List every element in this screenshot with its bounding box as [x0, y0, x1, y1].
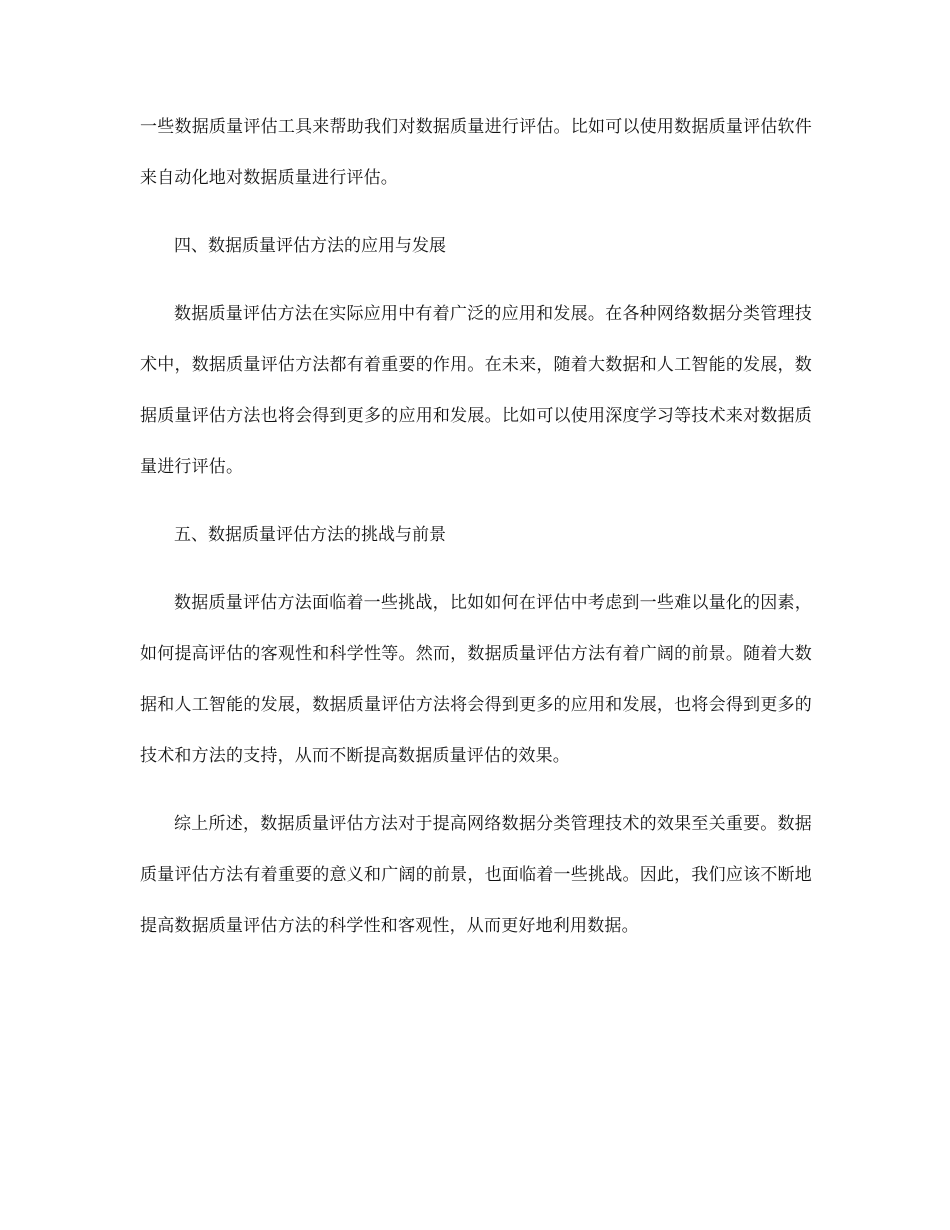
paragraph-gap [140, 561, 812, 578]
paragraph-gap [140, 272, 812, 289]
document-body [140, 102, 812, 952]
paragraph-gap [140, 782, 812, 799]
paragraph-application-development: 数据质量评估方法在实际应用中有着广泛的应用和发展。在各种网络数据分类管理技术中，数据质量评估方法都有着重要的作用。在未来，随着大数据和人工智能的发展，数据质量评估方法也将会得到更多的应用和发展。比如可以使用深度学习等技术来对数据质量进行评估。 [140, 304, 812, 477]
paragraph-gap [140, 204, 812, 221]
paragraph-continuation: 一些数据质量评估工具来帮助我们对数据质量进行评估。比如可以使用数据质量评估软件来自动化地对数据质量进行评估。 [140, 117, 812, 188]
section-heading-application-development: 四、数据质量评估方法的应用与发展 [174, 236, 446, 256]
paragraph-conclusion: 综上所述，数据质量评估方法对于提高网络数据分类管理技术的效果至关重要。数据质量评估方法有着重要的意义和广阔的前景，也面临着一些挑战。因此，我们应该不断地提高数据质量评估方法的科学性和客观性，从而更好地利用数据。 [140, 814, 812, 936]
paragraph-gap [140, 493, 812, 510]
paragraph-challenges-prospects: 数据质量评估方法面临着一些挑战，比如如何在评估中考虑到一些难以量化的因素，如何提高评估的客观性和科学性等。然而，数据质量评估方法有着广阔的前景。随着大数据和人工智能的发展，数据质量评估方法将会得到更多的应用和发展，也将会得到更多的技术和方法的支持，从而不断提高数据质量评估的效果。 [140, 593, 812, 766]
section-heading-challenges-prospects: 五、数据质量评估方法的挑战与前景 [174, 525, 446, 545]
